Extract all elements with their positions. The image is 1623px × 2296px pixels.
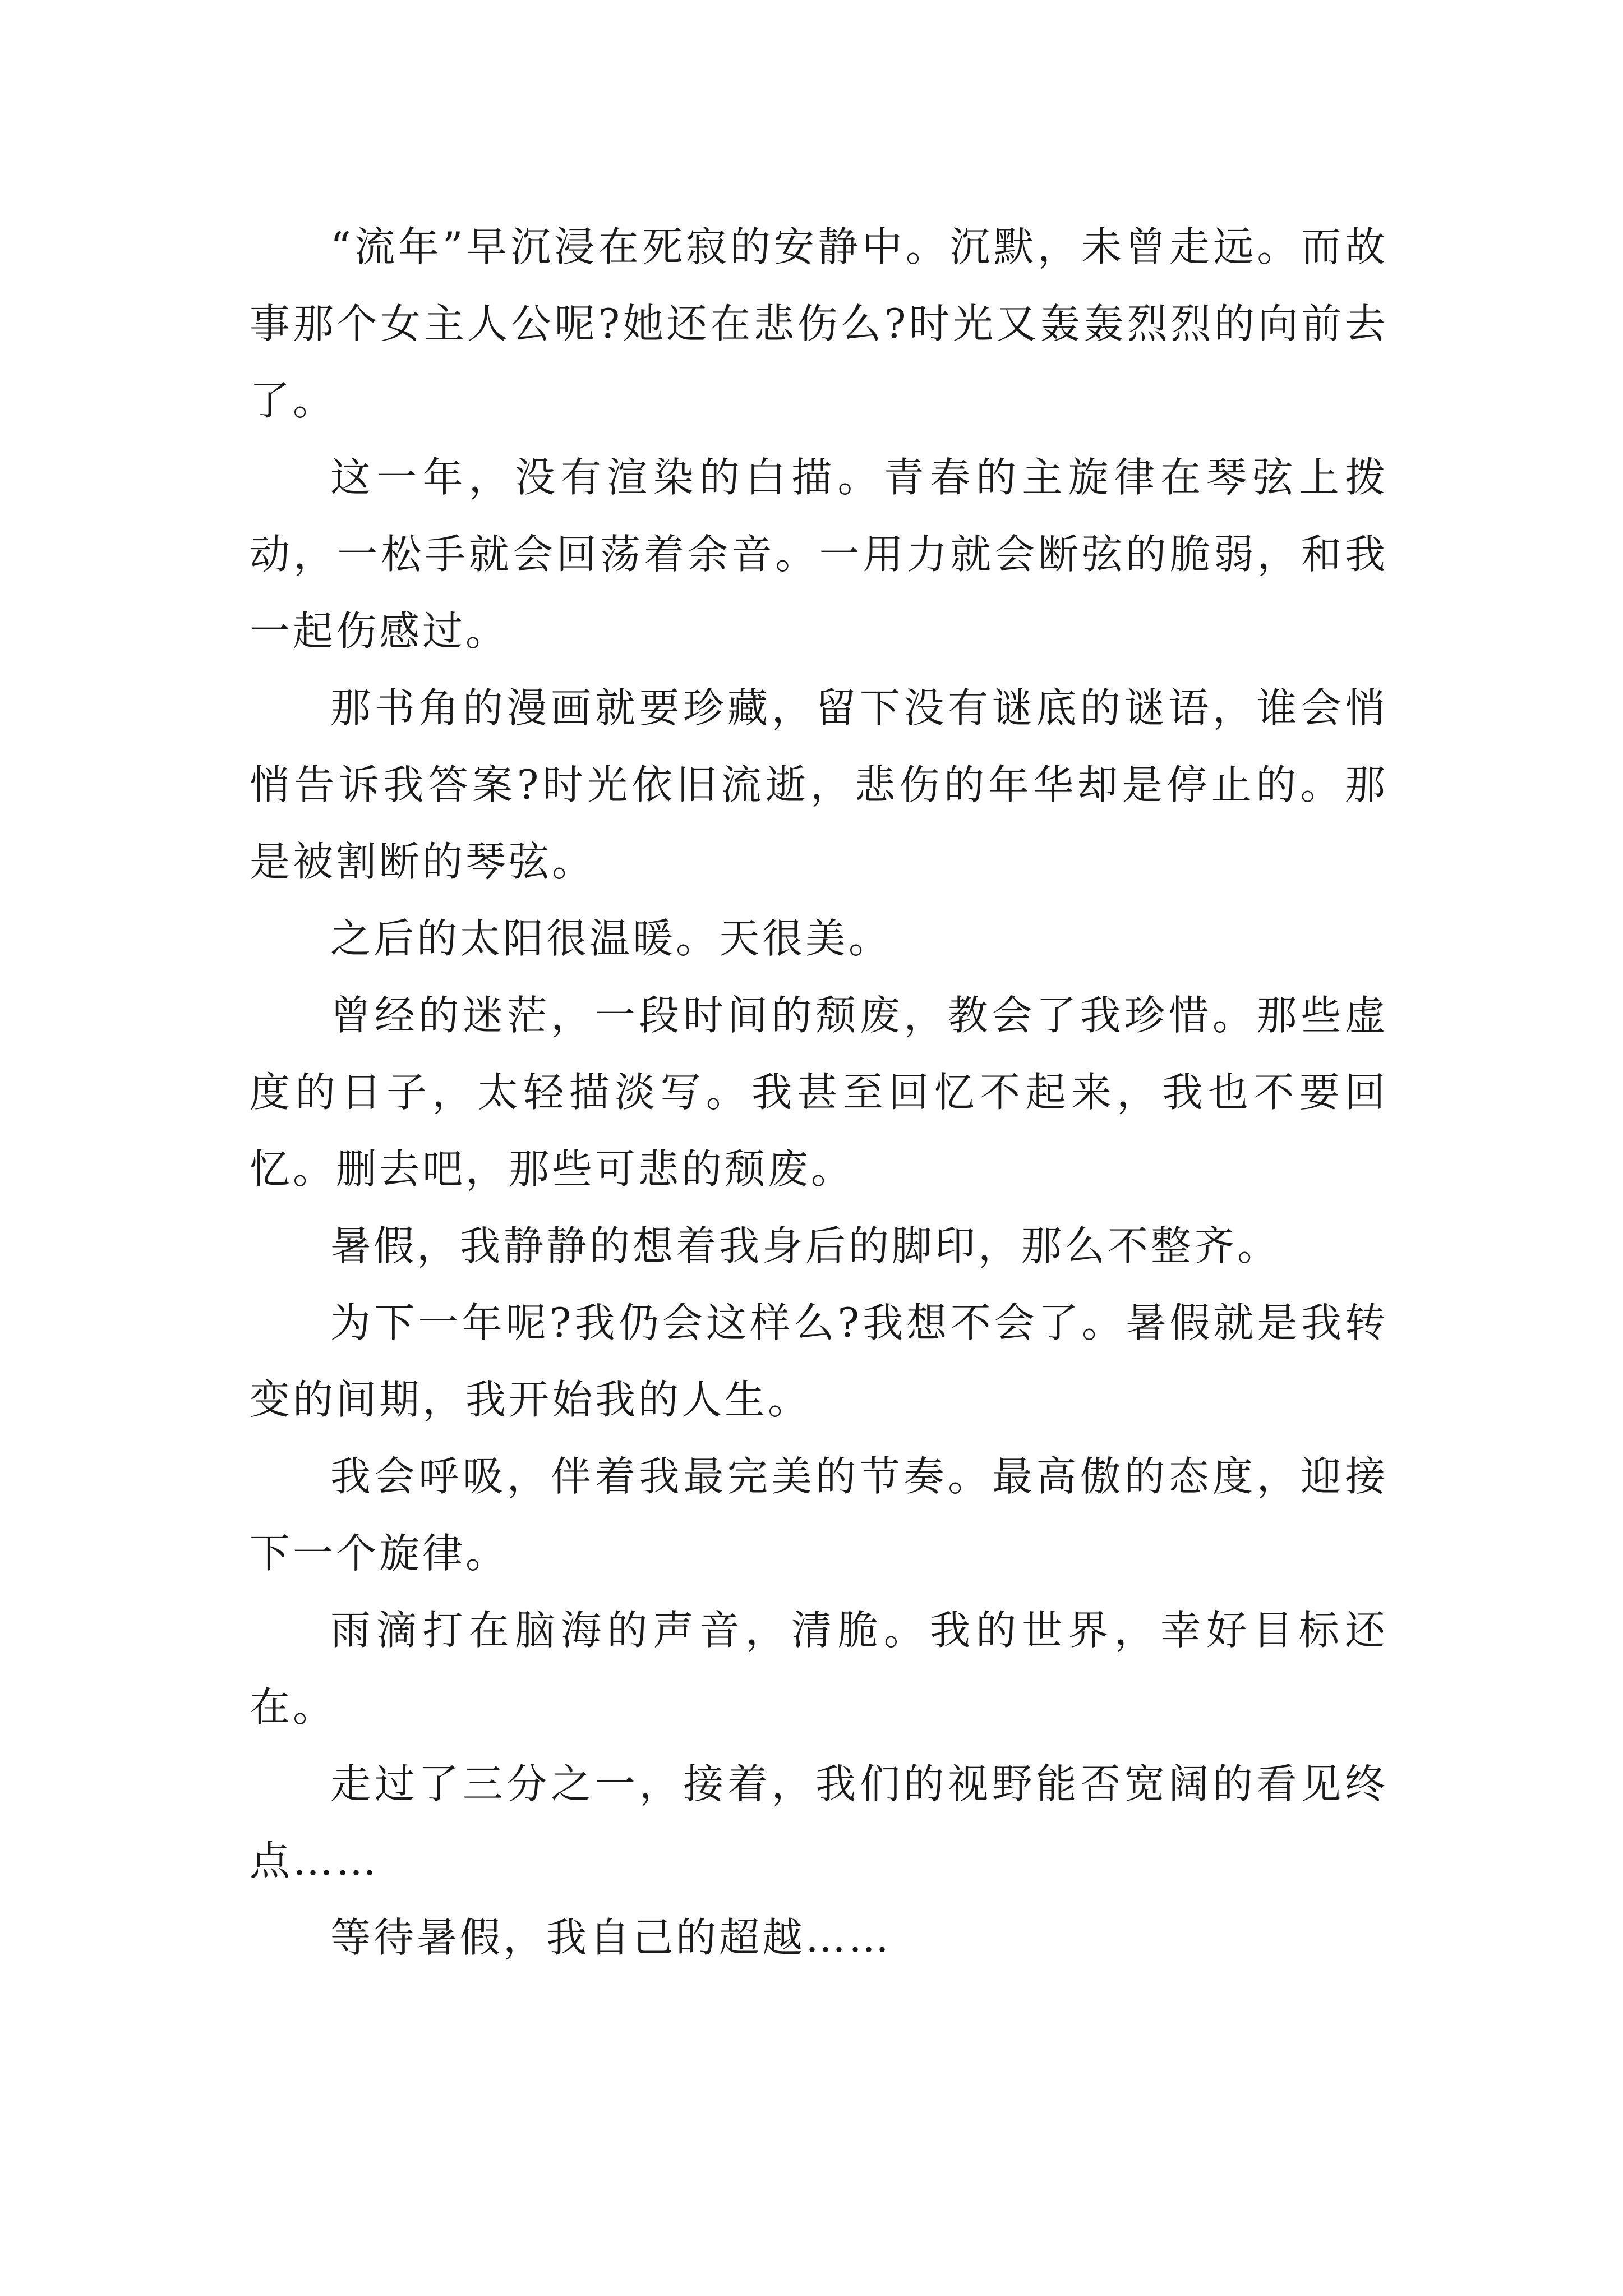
paragraph-8: 我会呼吸，伴着我最完美的节奏。最高傲的态度，迎接下一个旋律。 <box>250 1453 1388 1577</box>
paragraph-6: 暑假，我静静的想着我身后的脚印，那么不整齐。 <box>330 1222 1281 1269</box>
paragraph-2: 这一年，没有渲染的白描。青春的主旋律在琴弦上拨动，一松手就会回荡着余音。一用力就会断弦的脆弱，和我一起伤感过。 <box>250 454 1388 655</box>
paragraph-7: 为下一年呢?我仍会这样么?我想不会了。暑假就是我转变的间期，我开始我的人生。 <box>250 1299 1388 1423</box>
paragraph-5: 曾经的迷茫，一段时间的颓废，教会了我珍惜。那些虚度的日子，太轻描淡写。我甚至回忆不起来，我也不要回忆。删去吧，那些可悲的颓废。 <box>250 992 1388 1193</box>
paragraph-4: 之后的太阳很温暖。天很美。 <box>330 915 892 962</box>
paragraph-11: 等待暑假，我自己的超越…… <box>330 1914 892 1961</box>
paragraph-10: 走过了三分之一，接着，我们的视野能否宽阔的看见终点…… <box>250 1760 1388 1884</box>
paragraph-9: 雨滴打在脑海的声音，清脆。我的世界，幸好目标还在。 <box>250 1607 1388 1731</box>
document-body <box>250 209 1388 1976</box>
paragraph-1: “流年”早沉浸在死寂的安静中。沉默，未曾走远。而故事那个女主人公呢?她还在悲伤么?时光又轰轰烈烈的向前去了。 <box>250 223 1388 424</box>
paragraph-3: 那书角的漫画就要珍藏，留下没有谜底的谜语，谁会悄悄告诉我答案?时光依旧流逝，悲伤的年华却是停止的。那是被割断的琴弦。 <box>250 684 1388 885</box>
